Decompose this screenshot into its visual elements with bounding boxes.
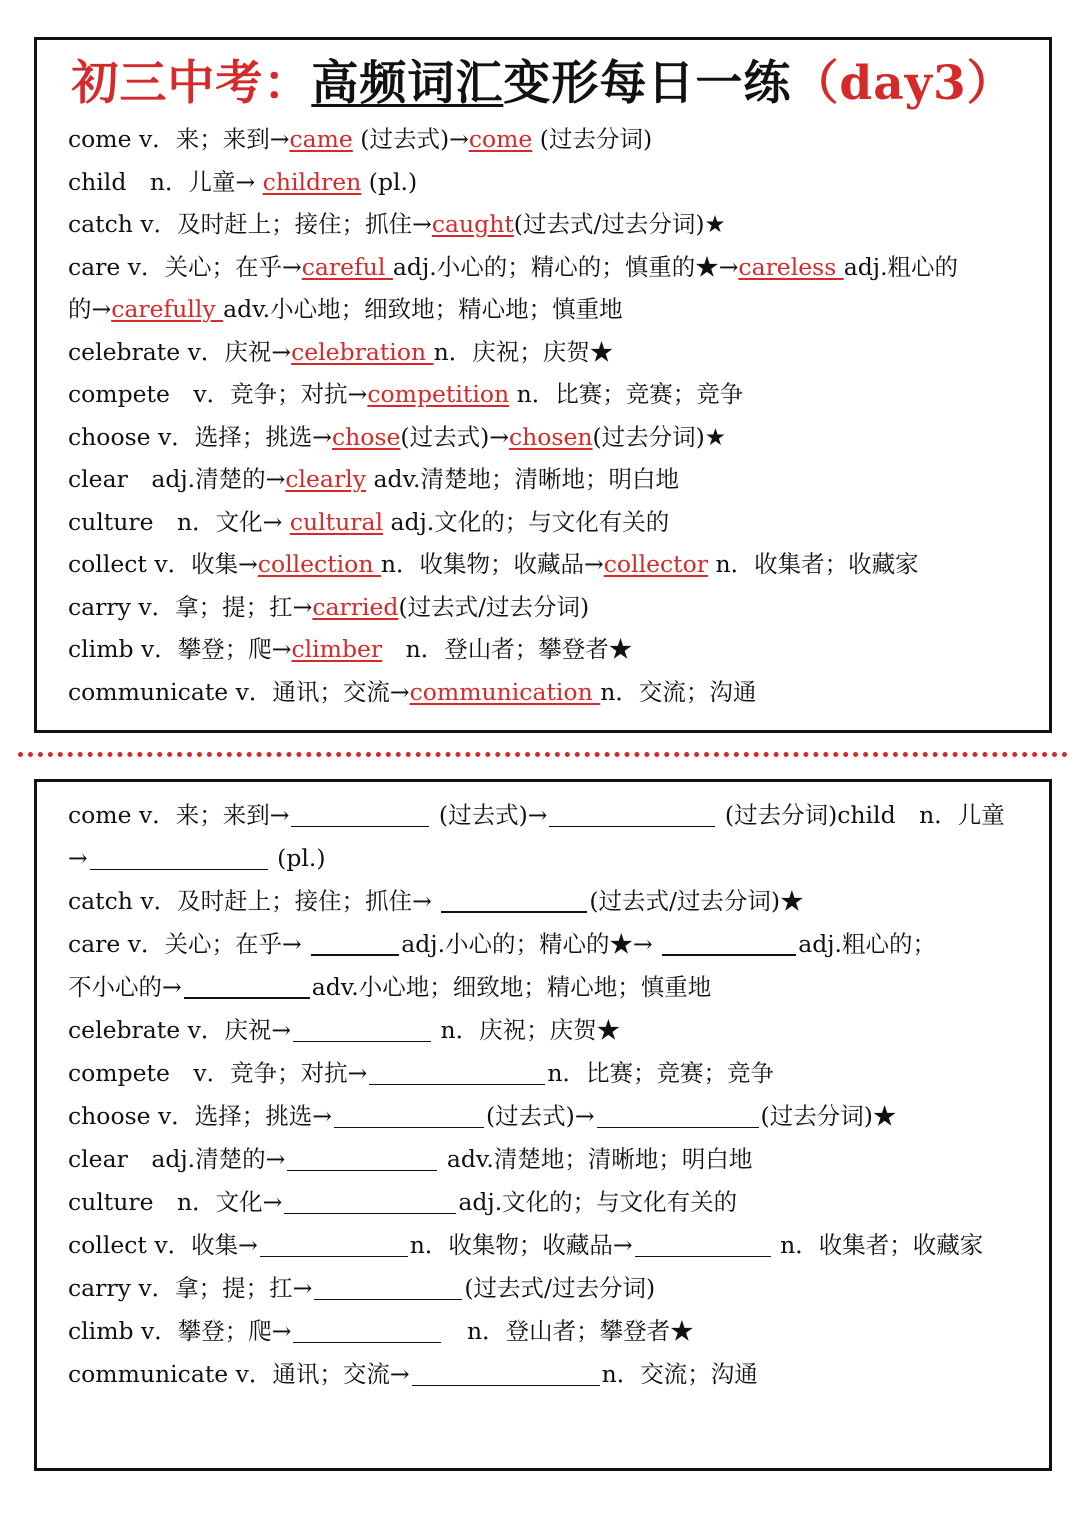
fill-blank[interactable]: [311, 930, 399, 956]
fill-blank[interactable]: [90, 845, 268, 870]
fill-blank[interactable]: [314, 1275, 462, 1300]
fill-blank[interactable]: [662, 930, 796, 956]
answer-word: careful: [301, 252, 393, 281]
answer-line-celebrate: celebrate v．庆祝→celebration n．庆祝；庆贺★: [68, 337, 614, 366]
answer-line-care: care v．关心；在乎→careful adj.小心的；精心的；慎重的★→careless adj.粗心的: [68, 252, 959, 281]
answer-word: caught: [431, 210, 514, 238]
dotted-separator: [18, 752, 1068, 757]
exercise-line-climb: climb v．攀登；爬→ n．登山者；攀登者★: [68, 1317, 694, 1345]
answer-word: came: [289, 125, 353, 153]
answer-line-child: child n．儿童→ children (pl.): [68, 167, 418, 196]
fill-blank[interactable]: [635, 1232, 771, 1257]
fill-blank[interactable]: [287, 1146, 437, 1171]
exercise-line-catch: catch v．及时赶上；接住；抓住→ (过去式/过去分词)★: [68, 887, 804, 915]
fill-blank[interactable]: [260, 1232, 408, 1257]
exercise-line-clear: clear adj.清楚的→ adv.清楚地；清晰地；明白地: [68, 1145, 753, 1173]
answer-line-clear: clear adj.清楚的→clearly adv.清楚地；清晰地；明白地: [68, 465, 679, 493]
exercise-line-care: care v．关心；在乎→ adj.小心的；精心的★→ adj.粗心的；: [68, 930, 937, 958]
exercise-line-collect: collect v．收集→ n．收集物；收藏品→ n．收集者；收藏家: [68, 1231, 984, 1259]
answer-line-communicate: communicate v．通讯；交流→communication n．交流；沟通: [68, 677, 757, 706]
exercise-line-compete: compete v．竞争；对抗→ n．比赛；竞赛；竞争: [68, 1059, 775, 1087]
answer-word: competition: [367, 380, 510, 408]
page-title: [37, 54, 1049, 114]
fill-blank[interactable]: [412, 1361, 600, 1386]
answer-word: collection: [257, 550, 381, 578]
answer-word: carried: [312, 592, 399, 621]
fill-blank[interactable]: [441, 887, 587, 913]
title-prefix: 初三中考：: [71, 56, 312, 111]
fill-blank[interactable]: [284, 1189, 456, 1214]
exercise-list: [68, 794, 1039, 1396]
answer-word: climber: [291, 635, 383, 663]
answer-word: children: [262, 167, 362, 196]
answer-line-compete: compete v．竞争；对抗→competition n．比赛；竞赛；竞争: [68, 380, 744, 408]
answer-word: careless: [738, 252, 844, 281]
answer-word: cultural: [289, 507, 383, 536]
exercise-line-celebrate: celebrate v．庆祝→ n．庆祝；庆贺★: [68, 1016, 621, 1044]
exercise-panel: [34, 779, 1052, 1471]
answer-word: celebration: [291, 337, 434, 366]
exercise-line-care-cont: 不小心的→ adv.小心地；细致地；精心地；慎重地: [68, 973, 712, 1001]
title-main: 变形每日一练: [503, 56, 792, 111]
title-underlined: 高频词汇: [311, 56, 504, 111]
answer-line-choose: choose v．选择；挑选→chose(过去式)→chosen(过去分词)★: [68, 422, 726, 451]
fill-blank[interactable]: [597, 1103, 759, 1128]
answer-word: chosen: [508, 422, 593, 451]
fill-blank[interactable]: [293, 1318, 441, 1343]
fill-blank[interactable]: [184, 973, 310, 999]
answer-word: communication: [409, 677, 601, 706]
exercise-line-culture: culture n．文化→ adj.文化的；与文化有关的: [68, 1188, 738, 1216]
answer-line-climb: climb v．攀登；爬→climber n．登山者；攀登者★: [68, 635, 633, 663]
answer-word: come: [468, 125, 533, 153]
answer-line-catch: catch v．及时赶上；接住；抓住→caught(过去式/过去分词)★: [68, 210, 726, 238]
exercise-line-carry: carry v．拿；提；扛→ (过去式/过去分词): [68, 1274, 656, 1302]
answer-word: clearly: [285, 465, 366, 493]
answer-panel: [34, 37, 1052, 733]
fill-blank[interactable]: [291, 802, 429, 827]
exercise-line-child: → (pl.): [68, 844, 326, 872]
answer-line-care-cont: 的→carefully adv.小心地；细致地；精心地；慎重地: [68, 295, 623, 323]
answer-line-collect: collect v．收集→collection n．收集物；收藏品→collector n．收集者；收藏家: [68, 550, 919, 578]
answer-word: carefully: [111, 295, 224, 323]
answer-line-come: come v．来；来到→came (过去式)→come (过去分词): [68, 125, 653, 153]
answer-line-culture: culture n．文化→ cultural adj.文化的；与文化有关的: [68, 507, 670, 536]
fill-blank[interactable]: [293, 1017, 431, 1042]
answer-word: collector: [603, 550, 708, 578]
exercise-line-communicate: communicate v．通讯；交流→ n．交流；沟通: [68, 1360, 758, 1388]
fill-blank[interactable]: [334, 1103, 484, 1128]
answer-word: chose: [332, 422, 401, 451]
exercise-line-come: come v．来；来到→ (过去式)→ (过去分词)child n．儿童: [68, 801, 1005, 829]
exercise-line-choose: choose v．选择；挑选→ (过去式)→ (过去分词)★: [68, 1102, 897, 1130]
title-day: （day3）: [791, 56, 1015, 111]
answer-line-carry: carry v．拿；提；扛→carried(过去式/过去分词): [68, 592, 590, 621]
fill-blank[interactable]: [369, 1060, 545, 1085]
fill-blank[interactable]: [549, 802, 715, 827]
answer-list: [68, 118, 1039, 713]
